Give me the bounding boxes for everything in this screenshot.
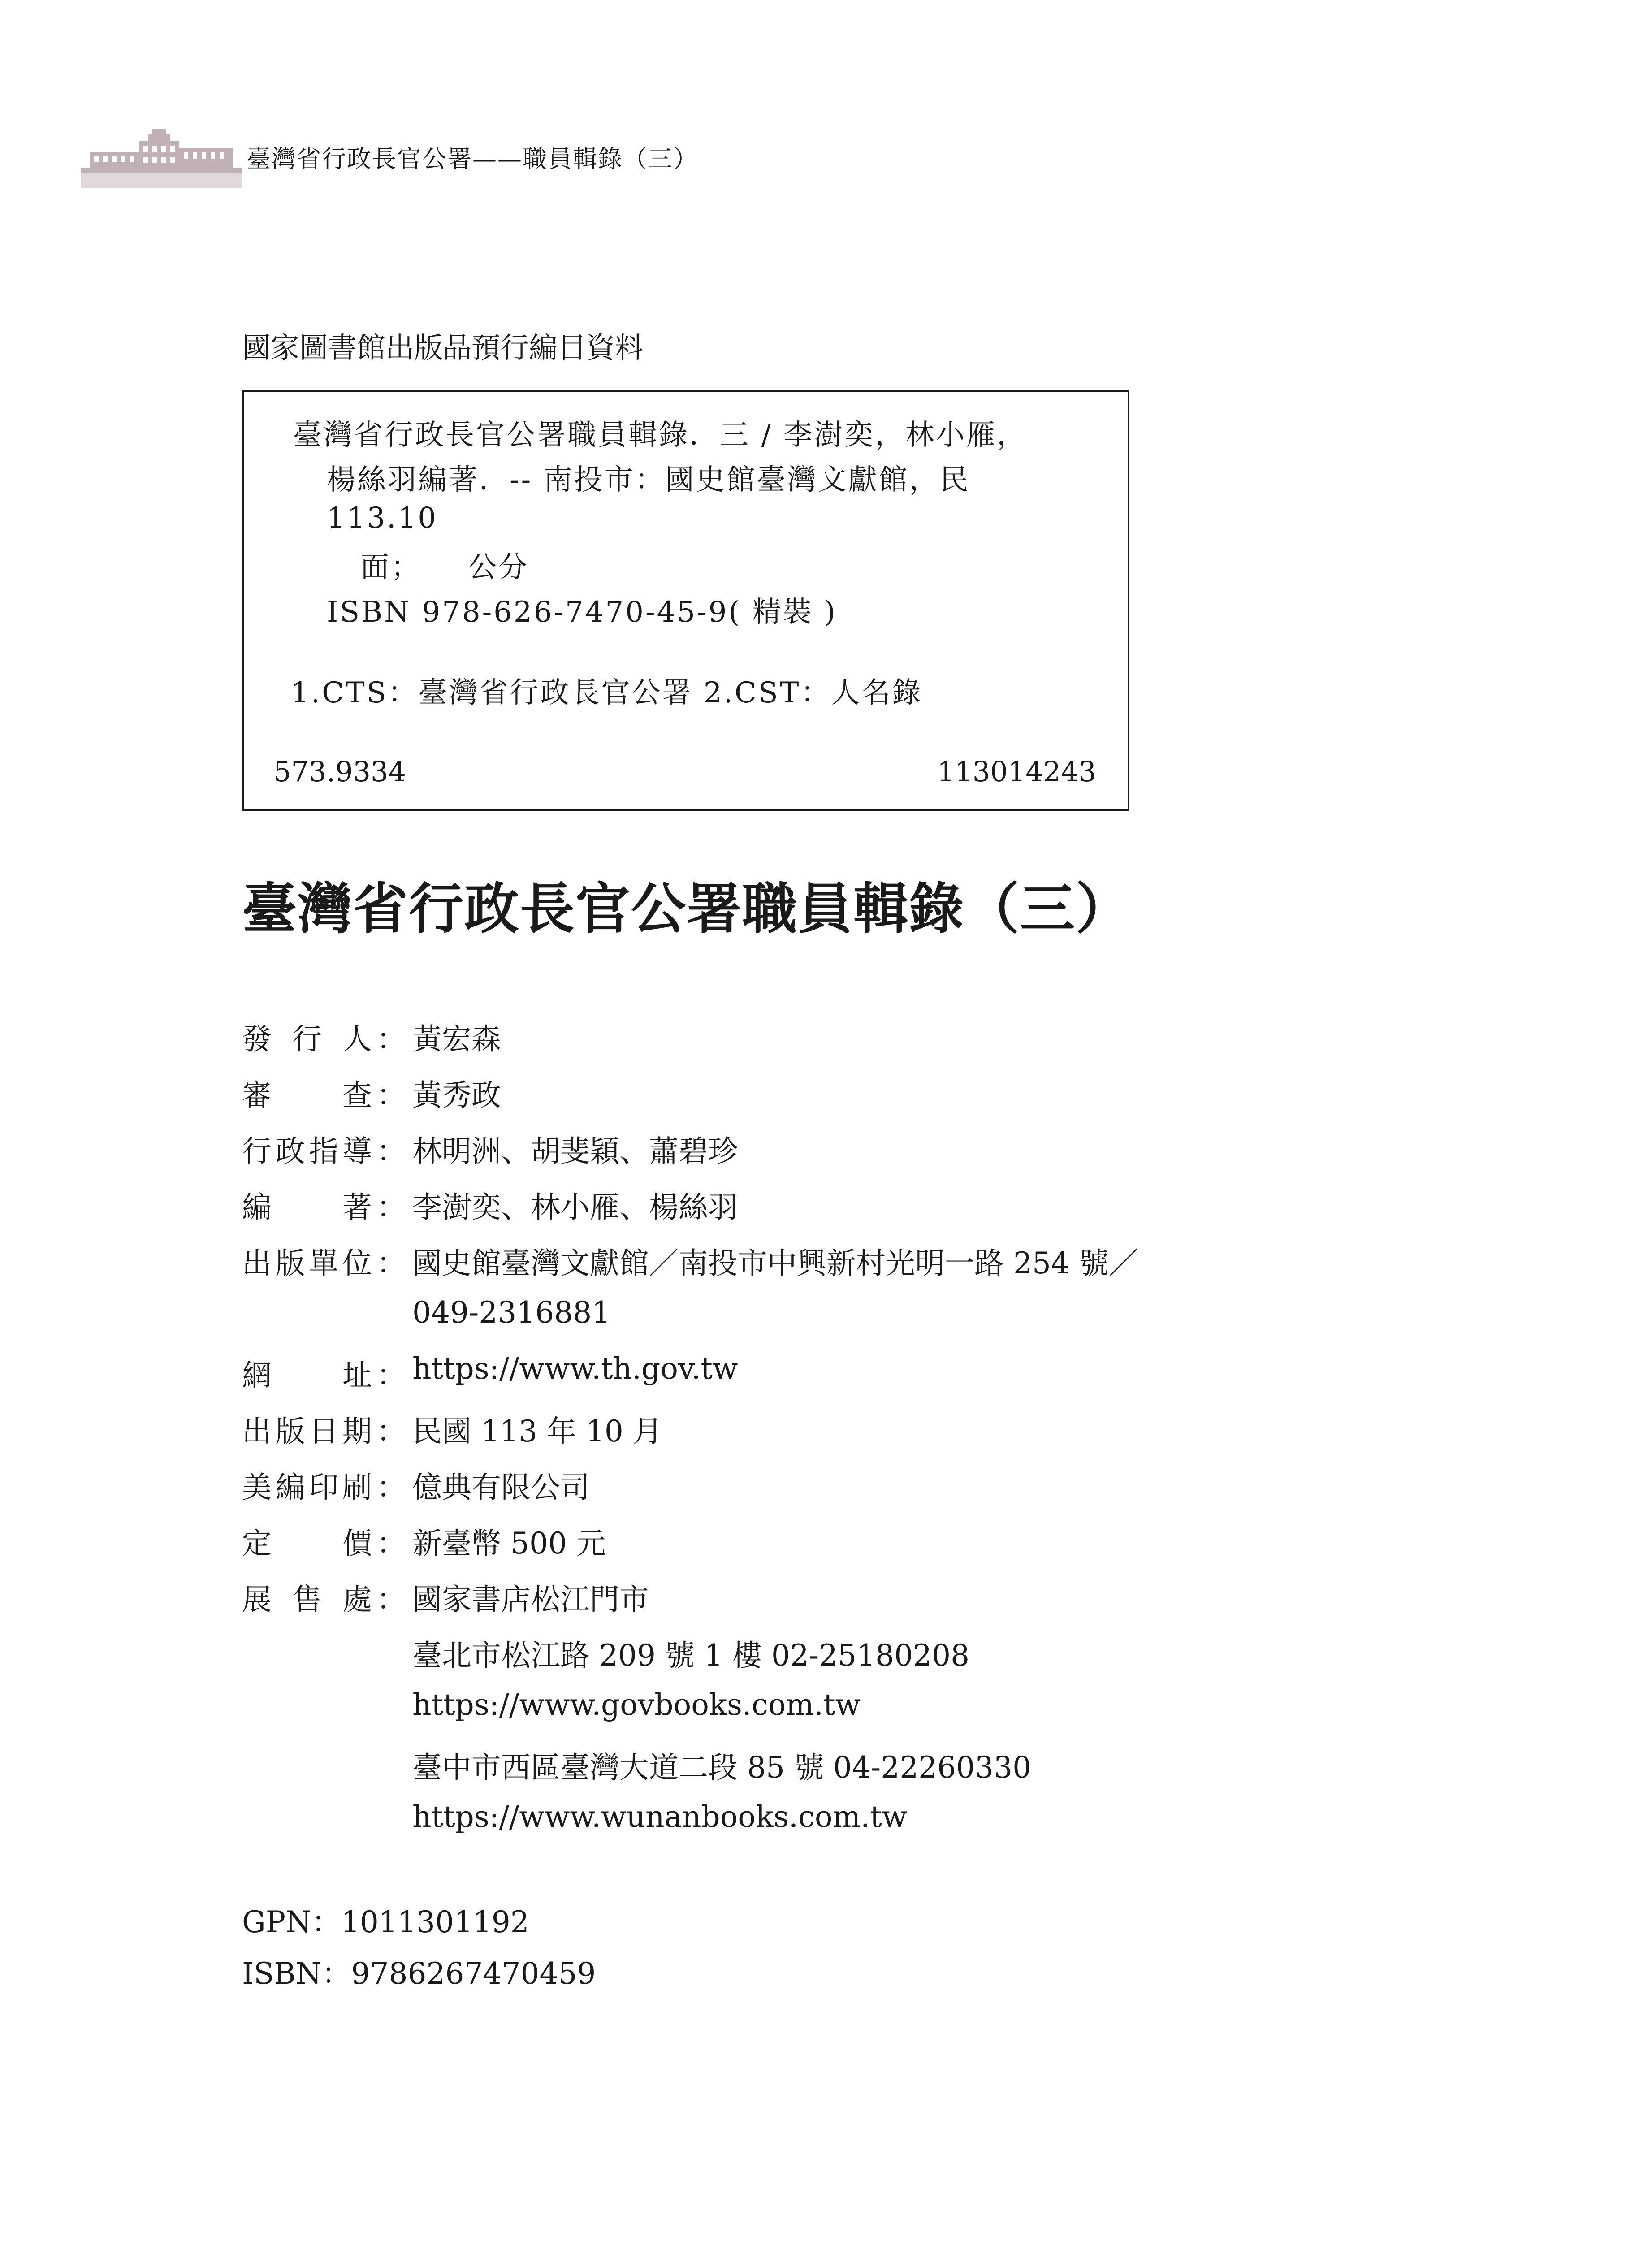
gpn-number: GPN：1011301192 [242, 1905, 529, 1939]
info-colon: ： [376, 1134, 406, 1168]
info-label-char: 查 [342, 1078, 372, 1112]
info-value: 黃秀政 [412, 1078, 501, 1112]
cip-record-number: 113014243 [937, 755, 1096, 788]
info-label-char: 售 [292, 1582, 322, 1617]
info-label-char: 定 [242, 1526, 272, 1561]
info-label-char: 出 [242, 1246, 272, 1281]
info-label-char: 出 [242, 1414, 272, 1449]
info-label-char: 導 [342, 1134, 372, 1168]
info-label [242, 1575, 372, 1618]
info-value: 國家書店松江門市 [412, 1582, 649, 1617]
book-title: 臺灣省行政長官公署職員輯錄（三） [242, 876, 1131, 941]
info-colon: ： [376, 1022, 406, 1056]
cip-heading: 國家圖書館出版品預行編目資料 [242, 332, 644, 365]
info-value: 國史館臺灣文獻館／南投市中興新村光明一路 254 號／ [412, 1246, 1138, 1281]
cip-line-subjects: 1.CTS：臺灣省行政長官公署 2.CST：人名錄 [291, 676, 923, 710]
info-label-char: 政 [275, 1134, 305, 1168]
info-colon: ： [376, 1246, 406, 1281]
isbn-number: ISBN：9786267470459 [242, 1956, 596, 1991]
info-label-char: 日 [309, 1414, 339, 1449]
running-title: 臺灣省行政長官公署——職員輯錄（三） [247, 145, 698, 173]
info-label [242, 1183, 372, 1226]
info-label-char: 人 [342, 1022, 372, 1056]
info-label [242, 1351, 372, 1394]
info-label-char: 印 [309, 1470, 339, 1505]
info-value: 億典有限公司 [412, 1470, 590, 1505]
info-colon: ： [376, 1190, 406, 1224]
info-label-char: 指 [309, 1134, 339, 1168]
info-label-char: 位 [342, 1246, 372, 1281]
info-value: 新臺幣 500 元 [412, 1526, 606, 1561]
info-label-char: 版 [275, 1246, 305, 1281]
info-label [242, 1071, 372, 1114]
info-value: 黃宏森 [412, 1022, 501, 1056]
info-label [242, 1519, 372, 1562]
sales-line-wunan-url: https://www.wunanbooks.com.tw [412, 1800, 908, 1834]
cip-class-number: 573.9334 [273, 755, 406, 788]
info-label-char: 址 [342, 1358, 372, 1393]
info-label-char: 著 [342, 1190, 372, 1224]
info-value: 李澍奕、林小雁、楊絲羽 [412, 1190, 738, 1224]
cip-line-title: 臺灣省行政長官公署職員輯錄．三 / 李澍奕，林小雁， [293, 419, 1028, 452]
info-label-char: 展 [242, 1582, 272, 1617]
cip-line-isbn: ISBN 978-626-7470-45-9( 精裝 ) [327, 596, 837, 629]
info-value: https://www.th.gov.tw [412, 1351, 738, 1386]
info-colon: ： [376, 1582, 406, 1617]
info-label-char: 處 [342, 1582, 372, 1617]
info-label-char: 編 [275, 1470, 305, 1505]
info-label [242, 1239, 372, 1282]
info-label [242, 1463, 372, 1506]
info-label-char: 行 [242, 1134, 272, 1168]
info-label-char: 價 [342, 1526, 372, 1561]
cip-line-editors: 楊絲羽編著．-- 南投市：國史館臺灣文獻館，民 [327, 463, 970, 497]
info-label-char: 期 [342, 1414, 372, 1449]
cip-line-pages: 面； 公分 [360, 551, 529, 584]
info-label-char: 審 [242, 1078, 272, 1112]
info-label [242, 1127, 372, 1170]
info-colon: ： [376, 1358, 406, 1393]
sales-line-taipei: 臺北市松江路 209 號 1 樓 02-25180208 [412, 1638, 970, 1673]
info-label [242, 1015, 372, 1058]
cip-line-date: 113.10 [327, 502, 438, 535]
sales-line-govbooks-url: https://www.govbooks.com.tw [412, 1687, 861, 1722]
info-colon: ： [376, 1470, 406, 1505]
info-colon: ： [376, 1414, 406, 1449]
info-colon: ： [376, 1526, 406, 1561]
info-label-char: 單 [309, 1246, 339, 1281]
info-label-char: 美 [242, 1470, 272, 1505]
info-value: 民國 113 年 10 月 [412, 1414, 662, 1449]
publisher-phone: 049-2316881 [412, 1295, 611, 1330]
info-colon: ： [376, 1078, 406, 1112]
info-value: 林明洲、胡斐穎、蕭碧珍 [412, 1134, 738, 1168]
info-label-char: 版 [275, 1414, 305, 1449]
info-label-char: 刷 [342, 1470, 372, 1505]
info-label-char: 行 [292, 1022, 322, 1056]
running-header [81, 108, 843, 197]
sales-line-taichung: 臺中市西區臺灣大道二段 85 號 04-22260330 [412, 1750, 1032, 1785]
building-illustration [81, 125, 242, 193]
info-label-char: 網 [242, 1358, 272, 1393]
info-label [242, 1407, 372, 1450]
cip-record-box [242, 390, 1129, 811]
info-label-char: 發 [242, 1022, 272, 1056]
info-label-char: 編 [242, 1190, 272, 1224]
